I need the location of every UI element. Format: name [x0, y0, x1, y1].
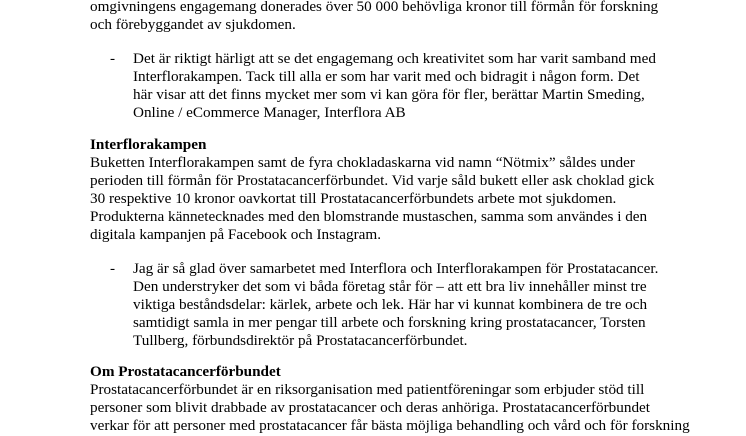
- quote2-line-1: Jag är så glad över samarbetet med Interflora och Interflorakampen för Prostatacancer.: [133, 260, 659, 277]
- quote1-line-3: här visar att det finns mycket mer som vi kan göra för fler, berättar Martin Smeding,: [133, 86, 645, 103]
- quote1-line-1: Det är riktigt härligt att se det engagemang och kreativitet som har varit samband med: [133, 50, 656, 67]
- section-heading-about: Om Prostatacancerförbundet: [90, 363, 281, 380]
- quote2-line-5: Tullberg, förbundsdirektör på Prostatacancerförbundet.: [133, 332, 468, 349]
- intro-line-1: omgivningens engagemang donerades över 50 000 behövliga kronor till förmån för forskning: [90, 0, 659, 15]
- quote2-line-3: viktiga beståndsdelar: kärlek, arbete och lek. Här har vi kunnat kombinera de tre och: [133, 296, 648, 313]
- section-line: perioden till förmån för Prostatacancerförbundet. Vid varje såld bukett eller ask choklad gick: [90, 172, 655, 189]
- section-heading-interflorakampen: Interflorakampen: [90, 136, 207, 153]
- quote-dash: -: [110, 260, 116, 277]
- quote-dash: -: [110, 50, 116, 67]
- section-line: Buketten Interflorakampen samt de fyra chokladaskarna vid namn “Nötmix” såldes under: [90, 154, 635, 171]
- intro-line-2: och förebyggandet av sjukdomen.: [90, 16, 296, 33]
- quote1-line-4: Online / eCommerce Manager, Interflora AB: [133, 104, 406, 121]
- section-line: Prostatacancerförbundet är en riksorganisation med patientföreningar som erbjuder stöd till: [90, 381, 645, 398]
- section-line: 30 respektive 10 kronor oavkortat till Prostatacancerförbundets arbete mot sjukdomen.: [90, 190, 617, 207]
- section-line: personer som blivit drabbade av prostatacancer och deras anhöriga. Prostatacancerförbundet: [90, 399, 651, 416]
- section-line: digitala kampanjen på Facebook och Instagram.: [90, 226, 381, 243]
- quote2-line-4: samtidigt samla in mer pengar till arbete och forskning kring prostatacancer, Torsten: [133, 314, 646, 331]
- quote1-line-2: Interflorakampen. Tack till alla er som har varit med och bidragit i någon form. Det: [133, 68, 640, 85]
- quote2-line-2: Den understryker det som vi båda företag står för – att ett bra liv innehåller minst tre: [133, 278, 647, 295]
- section-line: verkar för att personer med prostatacancer får bästa möjliga behandling och vård och för forskning: [90, 417, 690, 434]
- section-line: Produkterna kännetecknades med den blomstrande mustaschen, samma som användes i den: [90, 208, 648, 225]
